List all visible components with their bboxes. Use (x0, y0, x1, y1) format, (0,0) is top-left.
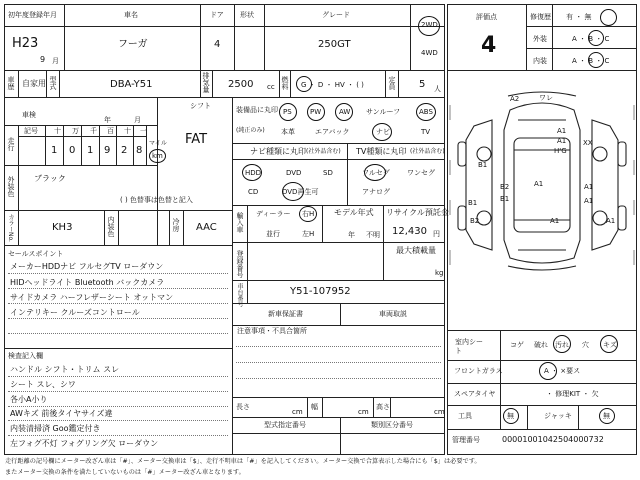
diagram-mark: A1 (550, 217, 560, 225)
diagram-mark: H'G (554, 147, 567, 155)
navi-header: ナビ種類に丸印 (250, 147, 306, 156)
model-value: DBA-Y51 (110, 79, 153, 90)
shift-label: シフト (190, 102, 211, 110)
interior-label: 内装色 (107, 216, 115, 237)
tv-header-sub: (社外品含む) (410, 148, 445, 155)
diagram-mark: A1 (606, 217, 616, 225)
door-value: 4 (214, 39, 221, 50)
mileage-digit: 1 (51, 145, 58, 156)
ac-label: 冷房 (172, 218, 180, 232)
diagram-mark: B2 (500, 183, 510, 191)
diagram-mark: B1 (478, 161, 488, 169)
diagram-mark: A1 (557, 137, 567, 145)
shape-label: 形状 (240, 11, 254, 19)
equipment-item: ナビ (376, 128, 390, 136)
mileage-header: 記号 (24, 127, 38, 135)
diagram-mark: A2 (510, 95, 520, 103)
model-label: 型式 (49, 76, 57, 90)
inspector-notes-label: 検査記入欄 (8, 352, 43, 360)
diagram-mark: A1 (584, 183, 594, 191)
first-reg-month: 9 (40, 55, 46, 64)
interior-grade-label: 内装 (533, 57, 547, 65)
first-reg-era: H23 (12, 36, 39, 51)
seat-option: キズ (603, 341, 617, 349)
diagram-mark: A1 (534, 180, 544, 188)
car-name-value: フーガ (118, 39, 148, 50)
mileage-label: 走行 (7, 137, 15, 151)
inspector-note-line: シート スレ、シワ (10, 380, 76, 389)
dim-height-label: 高さ (376, 403, 390, 411)
inspector-note-line: 各小A小り (10, 395, 48, 404)
capacity-unit: 人 (434, 85, 441, 93)
seat-option: 穴 (582, 341, 589, 349)
manual-label: 車両取説 (379, 310, 407, 318)
exterior-grade-options: A ・ B ・ C (572, 35, 610, 43)
class-label: 類別区分番号 (371, 421, 413, 429)
displacement-value: 2500 (228, 79, 254, 90)
mileage-unit-km: km (152, 152, 163, 160)
navi-option: DVD (286, 169, 302, 177)
grade-label: グレード (322, 11, 350, 19)
handle-left: 左H (302, 230, 315, 238)
dim-height-unit: cm (434, 408, 445, 416)
mileage-digit: 8 (136, 145, 143, 156)
diagram-mark: ワレ (539, 94, 553, 102)
repair-none-circle (600, 9, 617, 26)
shift-value: FAT (185, 132, 208, 147)
capacity-value: 5 (419, 79, 426, 90)
exterior-value: ブラック (34, 174, 66, 183)
model-year-label: モデル年式 (334, 208, 374, 217)
sales-point-line: HIDヘッドライト Bluetooth バックカメラ (10, 278, 165, 287)
recycle-label: リサイクル預託金 (386, 208, 449, 217)
chassis-value: Y51-107952 (290, 286, 351, 297)
dim-width-unit: cm (358, 408, 369, 416)
equipment-item: 本革 (281, 128, 295, 136)
footer-note-1: 走行距離の記号欄にメーター改ざん車は「#」、メーター交換車は「$」、走行不明車は「#」を記入してください。メーター交換で合算表示した場合にも「$」は必要です。 (5, 458, 481, 465)
footer-note-2: またメーター交換の条件を満たしていないものは「#」メーター改ざん車となります。 (5, 469, 245, 476)
fuel-label: 燃料 (281, 76, 289, 90)
mileage-unit: 十 (54, 127, 61, 135)
sales-point-line: メーカーHDDナビ フルセグTV ローダウン (10, 262, 164, 271)
tools-label: 工具 (458, 412, 472, 420)
model-spec-label: 型式指定番号 (264, 421, 306, 429)
interior-grade-options: A ・ B ・ C (572, 57, 610, 65)
car-name-label: 車名 (124, 11, 138, 19)
grade-value: 250GT (318, 39, 351, 50)
drive-4wd: 4WD (421, 49, 438, 57)
diagram-mark: B1 (500, 195, 510, 203)
equipment-item: ABS (419, 108, 433, 116)
equipment-item: AW (339, 108, 351, 116)
sales-points-label: セールスポイント (8, 250, 64, 258)
usage-value: 自家用 (22, 79, 46, 88)
registration-label: 登録番号 (236, 250, 244, 278)
inspection-month: 月 (134, 116, 141, 124)
mileage-unit-mile: マイル (149, 140, 167, 147)
inspector-note-line: ハンドル シフト・トリム スレ (10, 365, 120, 374)
model-year-year: 年 (348, 231, 355, 239)
mileage-unit: 十 (124, 127, 131, 135)
inspector-note-line: 内装清掃済 Goo鑑定付き (10, 424, 101, 433)
navi-header-sub: (社外品含む) (306, 148, 341, 155)
spare-label: スペアタイヤ (454, 390, 496, 398)
first-reg-label: 初年度登録年月 (8, 11, 57, 19)
equipment-label: 装備品に丸印 (236, 106, 278, 114)
tools-value: 無 (507, 412, 514, 420)
dim-length-unit: cm (292, 408, 303, 416)
inspection-year: 年 (104, 116, 111, 124)
parallel-label: 並行 (266, 230, 280, 238)
handle-right: 右H (302, 210, 315, 218)
seat-option: コゲ (510, 341, 524, 349)
diagram-mark: B1 (468, 199, 478, 207)
navi-option: SD (323, 169, 333, 177)
dealer-label: ディーラー (256, 210, 291, 218)
navi-option: HDD (245, 169, 262, 177)
navi-option: CD (248, 188, 259, 196)
exterior-label: 外装色 (7, 176, 15, 197)
inspector-note-line: 左フォグ不灯 フォグリング欠 ローダウン (10, 439, 159, 448)
dim-length-label: 長さ (236, 403, 250, 411)
equipment-sub: (純正のみ) (236, 127, 265, 134)
sales-point-line: インテリキー クルーズコントロール (10, 308, 140, 317)
rating-label: 評価点 (476, 13, 497, 21)
mileage-unit: 一 (140, 127, 147, 135)
glass-options: A ・ ×要ス (544, 367, 581, 375)
seat-option: 汚れ (555, 341, 569, 349)
drive-2wd: 2WD (421, 21, 438, 29)
mileage-digit: 2 (121, 145, 128, 156)
diagram-mark: A1 (584, 197, 594, 205)
diagram-mark: A1 (557, 127, 567, 135)
mileage-digit: 0 (69, 145, 76, 156)
color-no-value: KH3 (52, 222, 73, 233)
inspection-label: 車検 (22, 111, 36, 119)
dim-width-label: 幅 (311, 403, 318, 411)
mgmt-value: 00001001042504000732 (502, 435, 604, 444)
usage-label: 車歴 (7, 76, 15, 90)
displacement-label: 排気量 (202, 72, 210, 93)
tv-option: フルセグ (362, 169, 390, 177)
warranty-label: 新車保証書 (268, 310, 303, 318)
import-label: 輸入車 (236, 212, 244, 233)
capacity-label: 定員 (388, 76, 396, 90)
mileage-digit: 1 (87, 145, 94, 156)
chassis-label: 車台番号 (236, 283, 243, 307)
tv-option: アナログ (362, 188, 390, 196)
mileage-unit: 百 (107, 127, 114, 135)
first-reg-month-unit: 月 (52, 57, 59, 65)
door-label: ドア (210, 11, 224, 19)
equipment-item: サンルーフ (366, 108, 401, 116)
equipment-item: TV (421, 128, 431, 136)
rating-value: 4 (481, 33, 497, 58)
mileage-digit: 9 (104, 145, 111, 156)
jack-value: 無 (603, 412, 610, 420)
mileage-unit: 千 (90, 127, 97, 135)
mileage-unit: 万 (72, 127, 79, 135)
spare-options: ・ 修理KIT ・ 欠 (546, 390, 599, 398)
max-load-label: 最大積載量 (396, 246, 436, 255)
seat-label: 室内シート (455, 338, 483, 356)
ac-value: AAC (196, 222, 217, 233)
recycle-unit: 円 (433, 230, 440, 238)
max-load-unit: kg (435, 269, 444, 277)
displacement-unit: cc (267, 83, 275, 91)
glass-label: フロントガラス (454, 367, 503, 375)
navi-option: DVD再生可 (282, 188, 319, 196)
color-change-note: ( ) 色替事は色替と記入 (120, 196, 193, 204)
recycle-value: 12,430 (392, 226, 427, 237)
tv-header: TV種類に丸印 (356, 147, 407, 156)
model-year-unknown: 不明 (366, 231, 380, 239)
caution-label: 注意事項・不具合箇所 (237, 327, 307, 335)
mgmt-label: 管理番号 (452, 436, 480, 444)
equipment-item: エアバック (315, 128, 350, 136)
fuel-options: G ・ D ・ HV ・ ( ) (301, 81, 364, 89)
jack-label: ジャッキ (544, 412, 572, 420)
diagram-mark: B2 (470, 217, 480, 225)
repair-options: 有 ・ 無 (566, 13, 592, 21)
exterior-grade-label: 外装 (533, 35, 547, 43)
color-no-label: カラーNo. (7, 214, 14, 242)
equipment-item: PS (283, 108, 292, 116)
tv-option: ワンセグ (407, 169, 435, 177)
equipment-item: PW (310, 108, 322, 116)
diagram-mark: XX (583, 139, 593, 147)
inspector-note-line: AWキズ 前後タイヤサイズ違 (10, 409, 113, 418)
seat-option: 破れ (534, 341, 548, 349)
repair-label: 修復歴 (530, 13, 551, 21)
sales-point-line: サイドカメラ ハーフレザーシート オットマン (10, 293, 174, 302)
